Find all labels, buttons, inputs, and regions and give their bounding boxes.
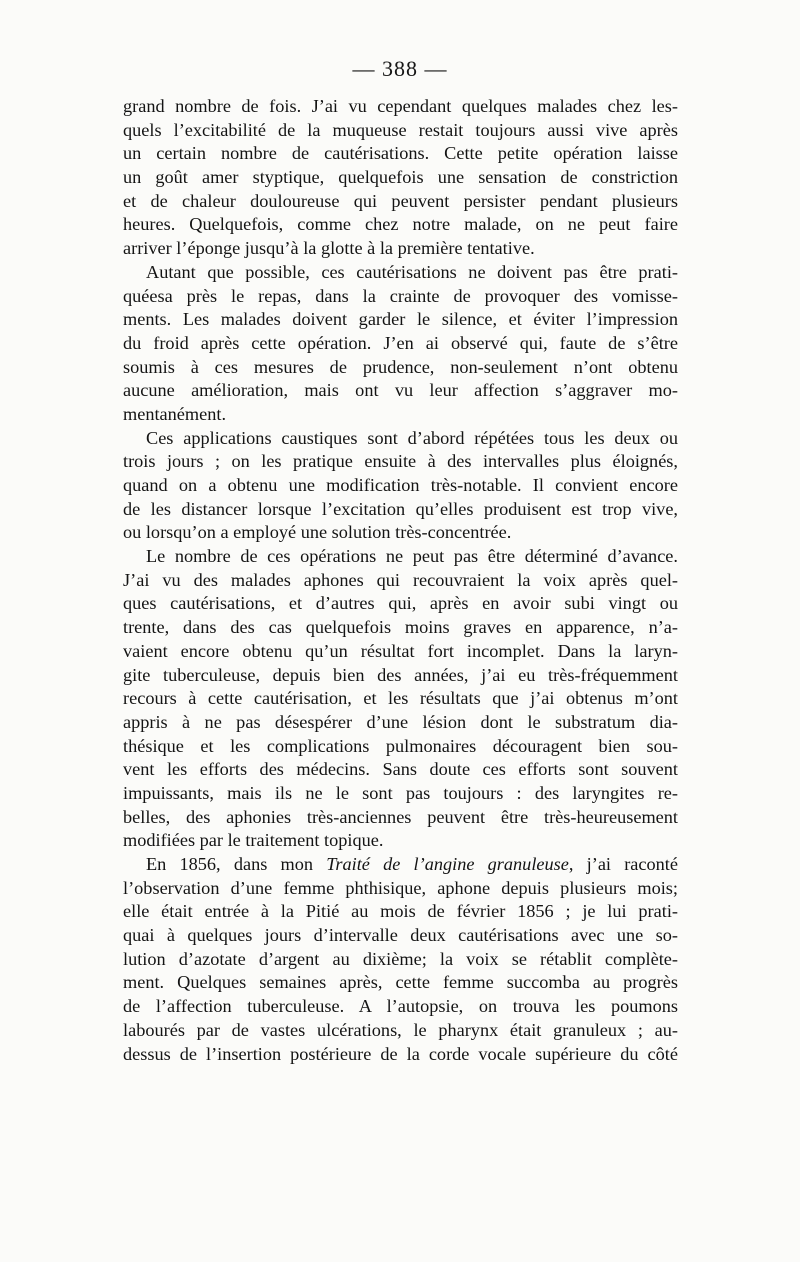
- text-fragment: , j’ai raconté: [568, 854, 678, 874]
- text-line: du froid après cette opération. J’en ai observé qui, faute de s’être: [123, 332, 678, 353]
- text-line: gite tuberculeuse, depuis bien des années, j’ai eu très-fréquemment: [123, 664, 678, 685]
- page-number: — 388 —: [352, 56, 448, 81]
- text-line: l’observation d’une femme phthisique, aphone depuis plusieurs mois;: [123, 877, 678, 898]
- paragraph: [123, 545, 678, 853]
- text-line: vaient encore obtenu qu’un résultat fort incomplet. Dans la laryn-: [123, 640, 678, 661]
- text-line: un certain nombre de cautérisations. Cette petite opération laisse: [123, 143, 678, 164]
- text-fragment: En 1856, dans mon: [146, 854, 327, 874]
- text-line: Ces applications caustiques sont d’abord répétées tous les deux ou: [146, 427, 678, 448]
- text-line: appris à ne pas désespérer d’une lésion dont le substratum dia-: [123, 711, 678, 732]
- paragraph: [123, 261, 678, 427]
- text-line: quéesa près le repas, dans la crainte de provoquer des vomisse-: [123, 285, 678, 306]
- text-line: quai à quelques jours d’intervalle deux cautérisations avec une so-: [123, 925, 678, 946]
- text-line: mentanément.: [123, 403, 227, 424]
- text-line: thésique et les complications pulmonaires découragent bien sou-: [123, 735, 678, 756]
- text-line: Autant que possible, ces cautérisations ne doivent pas être prati-: [146, 261, 678, 282]
- text-line: elle était entrée à la Pitié au mois de février 1856 ; je lui prati-: [123, 901, 678, 922]
- paragraph: [123, 95, 678, 261]
- text-line: ou lorsqu’on a employé une solution très-concentrée.: [123, 522, 512, 543]
- text-line: dessus de l’insertion postérieure de la corde vocale supérieure du côté: [123, 1043, 678, 1064]
- text-line: Le nombre de ces opérations ne peut pas être déterminé d’avance.: [146, 546, 678, 567]
- body-text: [123, 95, 678, 1066]
- text-line: aucune amélioration, mais ont vu leur affection s’aggraver mo-: [123, 380, 678, 401]
- text-line: de l’affection tuberculeuse. A l’autopsie, on trouva les poumons: [123, 996, 678, 1017]
- text-line: [123, 853, 678, 877]
- book-title-reference: Traité de l’angine granuleuse: [326, 854, 569, 874]
- text-line: heures. Quelquefois, comme chez notre malade, on ne peut faire: [123, 214, 678, 235]
- text-line: belles, des aphonies très-anciennes peuvent être très-heureusement: [123, 806, 678, 827]
- text-line: arriver l’éponge jusqu’à la glotte à la première tentative.: [123, 238, 535, 259]
- text-line: grand nombre de fois. J’ai vu cependant quelques malades chez les-: [123, 96, 678, 116]
- paragraph: [123, 427, 678, 545]
- text-line: un goût amer styptique, quelquefois une sensation de constriction: [123, 167, 678, 188]
- text-line: lution d’azotate d’argent au dixième; la voix se rétablit complète-: [123, 948, 678, 969]
- text-line: quels l’excitabilité de la muqueuse restait toujours aussi vive après: [123, 119, 678, 140]
- paragraph: [123, 853, 678, 1066]
- text-line: soumis à ces mesures de prudence, non-seulement n’ont obtenu: [123, 356, 678, 377]
- text-line: vent les efforts des médecins. Sans doute ces efforts sont souvent: [123, 759, 678, 780]
- text-line: ques cautérisations, et d’autres qui, après en avoir subi vingt ou: [123, 593, 678, 614]
- text-line: ments. Les malades doivent garder le silence, et éviter l’impression: [123, 309, 678, 330]
- text-line: et de chaleur douloureuse qui peuvent persister pendant plusieurs: [123, 190, 678, 211]
- text-line: J’ai vu des malades aphones qui recouvraient la voix après quel-: [123, 569, 678, 590]
- text-line: de les distancer lorsque l’excitation qu’elles produisent est trop vive,: [123, 498, 678, 519]
- text-line: trois jours ; on les pratique ensuite à des intervalles plus éloignés,: [123, 451, 678, 472]
- text-line: recours à cette cautérisation, et les résultats que j’ai obtenus m’ont: [123, 688, 678, 709]
- text-line: ment. Quelques semaines après, cette femme succomba au progrès: [123, 972, 678, 993]
- text-line: trente, dans des cas quelquefois moins graves en apparence, n’a-: [123, 617, 678, 638]
- text-line: impuissants, mais ils ne le sont pas toujours : des laryngites re-: [123, 782, 678, 803]
- text-line: labourés par de vastes ulcérations, le pharynx était granuleux ; au-: [123, 1019, 678, 1040]
- text-line: quand on a obtenu une modification très-notable. Il convient encore: [123, 475, 678, 495]
- text-line: modifiées par le traitement topique.: [123, 830, 384, 851]
